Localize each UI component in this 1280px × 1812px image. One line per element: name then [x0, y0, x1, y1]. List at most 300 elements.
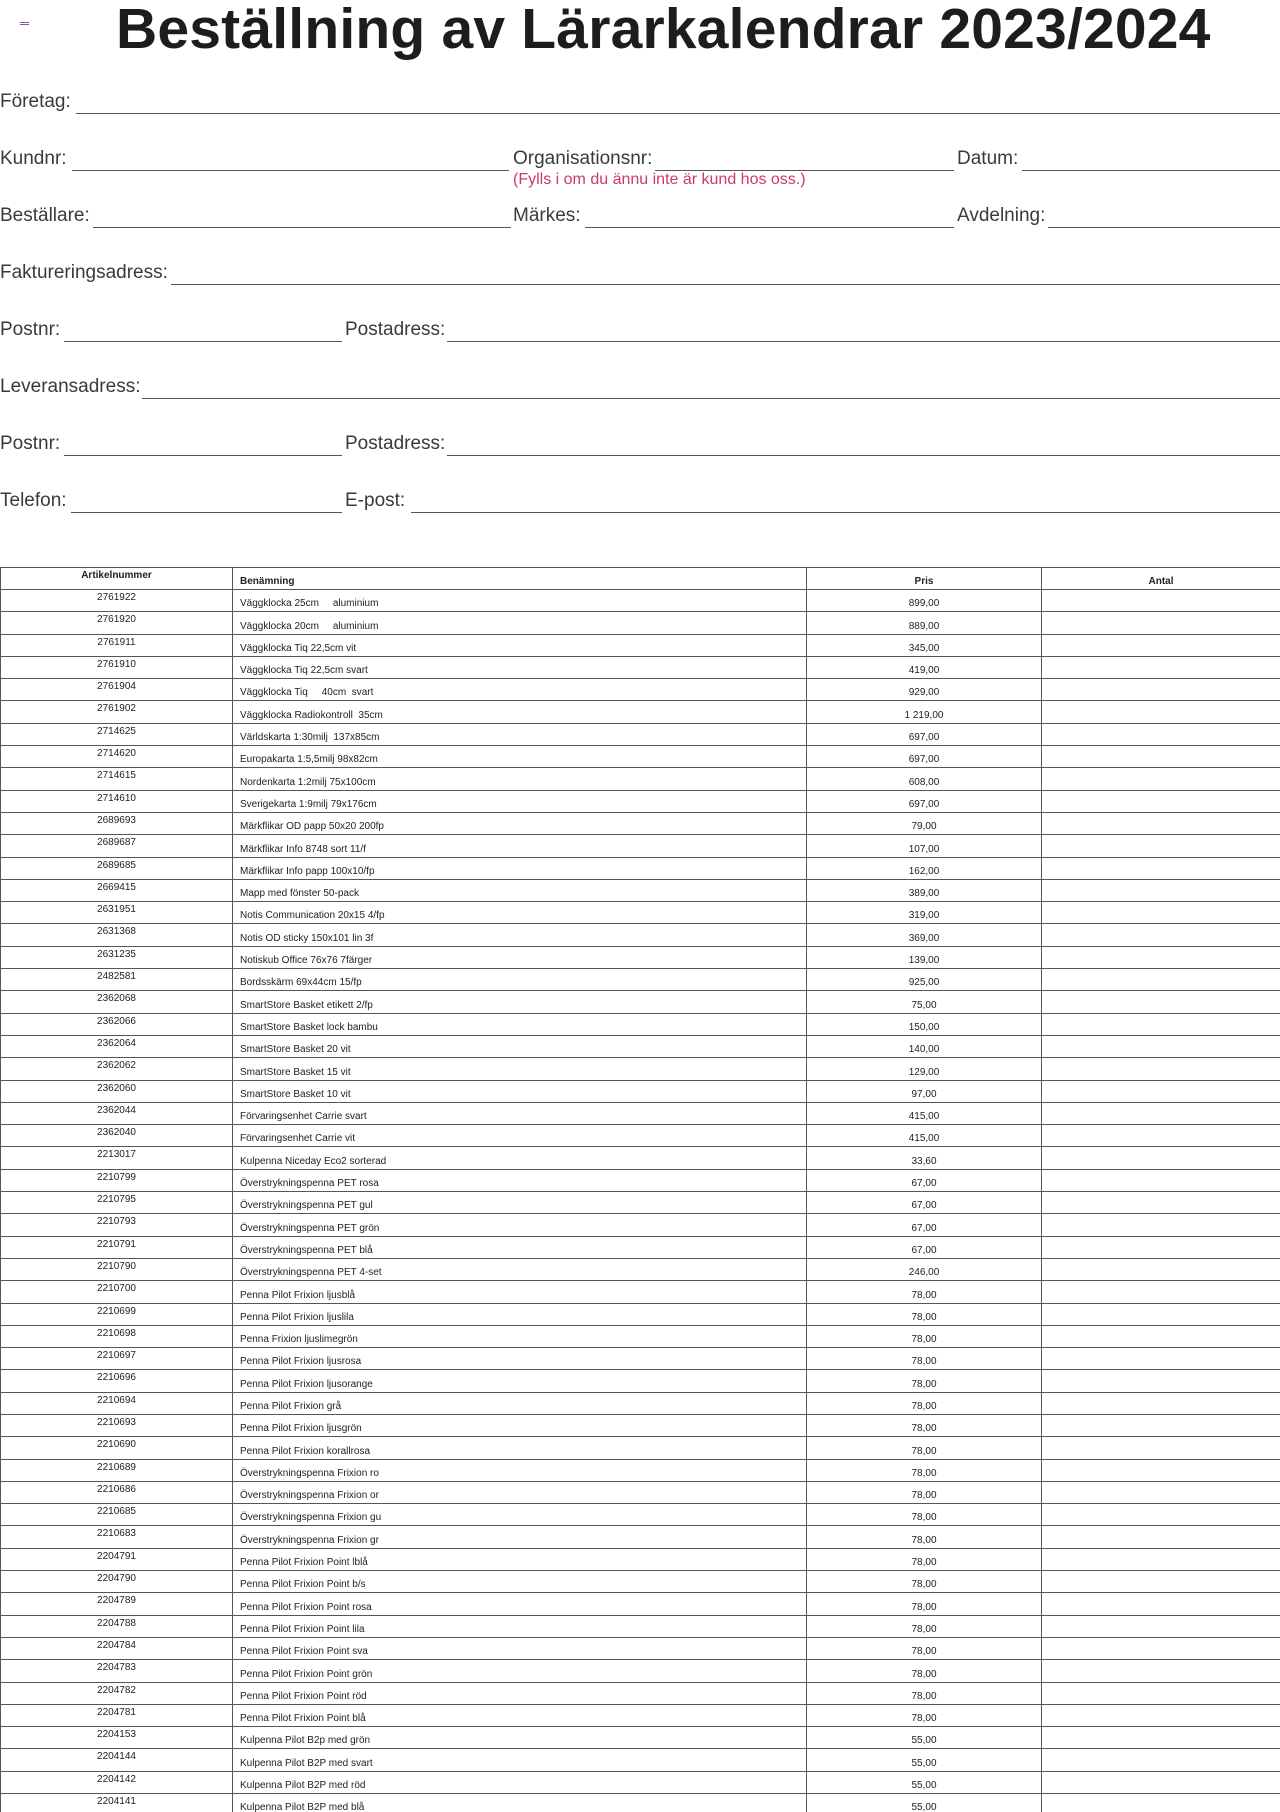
telefon-line: [71, 512, 342, 513]
table-header-row: [1, 568, 1280, 590]
price-cell: 697,00: [807, 723, 1042, 745]
name-cell: Penna Pilot Frixion Point lila: [233, 1615, 807, 1637]
name-cell: Penna Pilot Frixion Point röd: [233, 1682, 807, 1704]
price-cell: 33,60: [807, 1147, 1042, 1169]
quantity-input-cell[interactable]: [1042, 1169, 1280, 1191]
name-cell: Väggklocka Tiq 22,5cm svart: [233, 656, 807, 678]
name-cell: Kulpenna Pilot B2P med blå: [233, 1794, 807, 1812]
name-cell: Notis Communication 20x15 4/fp: [233, 902, 807, 924]
price-cell: 67,00: [807, 1214, 1042, 1236]
article-cell: 2761920: [1, 612, 233, 634]
quantity-input-cell[interactable]: [1042, 1348, 1280, 1370]
table-row: [1, 1258, 1280, 1280]
name-cell: Penna Pilot Frixion grå: [233, 1392, 807, 1414]
leveransadress-field[interactable]: [0, 370, 1280, 400]
name-cell: Väggklocka Tiq 40cm svart: [233, 679, 807, 701]
table-row: [1, 1392, 1280, 1414]
quantity-input-cell[interactable]: [1042, 746, 1280, 768]
name-cell: SmartStore Basket lock bambu: [233, 1013, 807, 1035]
name-cell: Penna Pilot Frixion ljuslila: [233, 1303, 807, 1325]
price-cell: 78,00: [807, 1437, 1042, 1459]
name-cell: Förvaringsenhet Carrie svart: [233, 1102, 807, 1124]
name-cell: Europakarta 1:5,5milj 98x82cm: [233, 746, 807, 768]
table-row: [1, 1348, 1280, 1370]
table-row: [1, 879, 1280, 901]
article-cell: 2210790: [1, 1258, 233, 1280]
article-cell: 2210700: [1, 1281, 233, 1303]
article-cell: 2761902: [1, 701, 233, 723]
postadress-line-1: [447, 341, 1280, 342]
article-cell: 2210799: [1, 1169, 233, 1191]
table-row: [1, 1058, 1280, 1080]
quantity-input-cell[interactable]: [1042, 723, 1280, 745]
table-row: [1, 1325, 1280, 1347]
table-row: [1, 991, 1280, 1013]
article-cell: 2204784: [1, 1637, 233, 1659]
quantity-input-cell[interactable]: [1042, 1615, 1280, 1637]
article-cell: 2689693: [1, 812, 233, 834]
article-cell: 2362040: [1, 1125, 233, 1147]
name-cell: Kulpenna Pilot B2p med grön: [233, 1727, 807, 1749]
name-cell: Väggklocka 25cm aluminium: [233, 590, 807, 612]
article-cell: 2210685: [1, 1504, 233, 1526]
name-cell: SmartStore Basket 20 vit: [233, 1035, 807, 1057]
price-cell: 55,00: [807, 1749, 1042, 1771]
price-cell: 78,00: [807, 1392, 1042, 1414]
quantity-input-cell[interactable]: [1042, 812, 1280, 834]
name-cell: Penna Pilot Frixion korallrosa: [233, 1437, 807, 1459]
name-cell: Överstrykningspenna Frixion ro: [233, 1459, 807, 1481]
name-cell: Överstrykningspenna PET rosa: [233, 1169, 807, 1191]
epost-field[interactable]: [345, 484, 1280, 514]
faktureringsadress-field[interactable]: [0, 256, 1280, 286]
foretag-line: [76, 113, 1280, 114]
name-cell: Överstrykningspenna Frixion gu: [233, 1504, 807, 1526]
quantity-input-cell[interactable]: [1042, 656, 1280, 678]
article-cell: 2362060: [1, 1080, 233, 1102]
table-row: [1, 1281, 1280, 1303]
organisationsnr-label: Organisationsnr:: [513, 148, 653, 169]
name-cell: Penna Pilot Frixion ljusrosa: [233, 1348, 807, 1370]
price-cell: 129,00: [807, 1058, 1042, 1080]
name-cell: Penna Frixion ljuslimegrön: [233, 1325, 807, 1347]
name-cell: Överstrykningspenna PET 4-set: [233, 1258, 807, 1280]
postadress-field-1[interactable]: [345, 313, 1280, 343]
article-cell: 2213017: [1, 1147, 233, 1169]
quantity-input-cell[interactable]: [1042, 1749, 1280, 1771]
table-body: [1, 590, 1280, 1812]
quantity-input-cell[interactable]: [1042, 1214, 1280, 1236]
avdelning-line: [1048, 227, 1280, 228]
name-cell: Penna Pilot Frixion Point lblå: [233, 1548, 807, 1570]
faktureringsadress-label: Faktureringsadress:: [0, 262, 168, 283]
table-row: [1, 1169, 1280, 1191]
markes-line: [585, 227, 954, 228]
table-row: [1, 1414, 1280, 1436]
quantity-input-cell[interactable]: [1042, 969, 1280, 991]
quantity-input-cell[interactable]: [1042, 1571, 1280, 1593]
quantity-input-cell[interactable]: [1042, 1593, 1280, 1615]
table-row: [1, 790, 1280, 812]
table-row: [1, 1437, 1280, 1459]
name-cell: Väggklocka Radiokontroll 35cm: [233, 701, 807, 723]
price-cell: 78,00: [807, 1593, 1042, 1615]
price-cell: 139,00: [807, 946, 1042, 968]
table-row: [1, 946, 1280, 968]
article-cell: 2362044: [1, 1102, 233, 1124]
bestallare-line: [93, 227, 511, 228]
quantity-input-cell[interactable]: [1042, 679, 1280, 701]
quantity-input-cell[interactable]: [1042, 835, 1280, 857]
quantity-input-cell[interactable]: [1042, 1526, 1280, 1548]
price-cell: 78,00: [807, 1504, 1042, 1526]
price-cell: 78,00: [807, 1615, 1042, 1637]
price-cell: 78,00: [807, 1526, 1042, 1548]
article-cell: 2631951: [1, 902, 233, 924]
article-cell: 2210683: [1, 1526, 233, 1548]
form-row-postnr-2: [0, 427, 1280, 457]
name-cell: Penna Pilot Frixion Point b/s: [233, 1571, 807, 1593]
article-cell: 2210696: [1, 1370, 233, 1392]
price-cell: 78,00: [807, 1325, 1042, 1347]
table-row: [1, 1504, 1280, 1526]
page-title: Beställning av Lärarkalendrar 2023/2024: [116, 0, 1211, 61]
quantity-input-cell[interactable]: [1042, 1370, 1280, 1392]
leveransadress-line: [142, 398, 1280, 399]
column-header-article: Artikelnummer: [1, 568, 233, 590]
name-cell: SmartStore Basket 10 vit: [233, 1080, 807, 1102]
quantity-input-cell[interactable]: [1042, 1303, 1280, 1325]
price-cell: 78,00: [807, 1414, 1042, 1436]
price-cell: 78,00: [807, 1637, 1042, 1659]
table-row: [1, 1727, 1280, 1749]
quantity-input-cell[interactable]: [1042, 634, 1280, 656]
quantity-input-cell[interactable]: [1042, 701, 1280, 723]
quantity-input-cell[interactable]: [1042, 1548, 1280, 1570]
article-cell: 2210795: [1, 1192, 233, 1214]
price-cell: 78,00: [807, 1481, 1042, 1503]
article-cell: 2714615: [1, 768, 233, 790]
table-row: [1, 1593, 1280, 1615]
price-cell: 415,00: [807, 1125, 1042, 1147]
quantity-input-cell[interactable]: [1042, 1281, 1280, 1303]
form-row-leveransadress: [0, 370, 1280, 400]
name-cell: Penna Pilot Frixion Point grön: [233, 1660, 807, 1682]
quantity-input-cell[interactable]: [1042, 1414, 1280, 1436]
article-cell: 2210699: [1, 1303, 233, 1325]
form-row-bestallare: [0, 199, 1280, 229]
article-cell: 2204153: [1, 1727, 233, 1749]
quantity-input-cell[interactable]: [1042, 1080, 1280, 1102]
kundnr-label: Kundnr:: [0, 148, 67, 169]
article-cell: 2761922: [1, 590, 233, 612]
price-cell: 889,00: [807, 612, 1042, 634]
postnr-label-2: Postnr:: [0, 433, 61, 454]
price-cell: 78,00: [807, 1370, 1042, 1392]
article-cell: 2204141: [1, 1794, 233, 1812]
price-cell: 150,00: [807, 1013, 1042, 1035]
foretag-field[interactable]: [0, 85, 1280, 115]
postnr-label-1: Postnr:: [0, 319, 61, 340]
quantity-input-cell[interactable]: [1042, 1704, 1280, 1726]
table-row: [1, 1794, 1280, 1812]
avdelning-label: Avdelning:: [957, 205, 1046, 226]
article-cell: 2689685: [1, 857, 233, 879]
article-cell: 2210693: [1, 1414, 233, 1436]
quantity-input-cell[interactable]: [1042, 1325, 1280, 1347]
article-cell: 2210694: [1, 1392, 233, 1414]
article-cell: 2204781: [1, 1704, 233, 1726]
name-cell: Penna Pilot Frixion ljusblå: [233, 1281, 807, 1303]
table-row: [1, 1571, 1280, 1593]
quantity-input-cell[interactable]: [1042, 1794, 1280, 1812]
postnr-field-1[interactable]: [0, 313, 342, 343]
quantity-input-cell[interactable]: [1042, 1102, 1280, 1124]
quantity-input-cell[interactable]: [1042, 1437, 1280, 1459]
column-header-name: Benämning: [233, 568, 807, 590]
table-row: [1, 1481, 1280, 1503]
quantity-input-cell[interactable]: [1042, 768, 1280, 790]
table-row: [1, 857, 1280, 879]
table-row: [1, 701, 1280, 723]
price-cell: 929,00: [807, 679, 1042, 701]
name-cell: SmartStore Basket etikett 2/fp: [233, 991, 807, 1013]
postadress-label-2: Postadress:: [345, 433, 446, 454]
article-cell: 2210793: [1, 1214, 233, 1236]
customer-note: (Fylls i om du ännu inte är kund hos oss.): [513, 171, 806, 188]
name-cell: Märkflikar Info 8748 sort 11/f: [233, 835, 807, 857]
quantity-input-cell[interactable]: [1042, 857, 1280, 879]
quantity-input-cell[interactable]: [1042, 1504, 1280, 1526]
price-cell: 1 219,00: [807, 701, 1042, 723]
table-row: [1, 902, 1280, 924]
markes-field[interactable]: [513, 199, 954, 229]
quantity-input-cell[interactable]: [1042, 1147, 1280, 1169]
table-row: [1, 1214, 1280, 1236]
postnr-field-2[interactable]: [0, 427, 342, 457]
name-cell: Överstrykningspenna PET blå: [233, 1236, 807, 1258]
quantity-input-cell[interactable]: [1042, 1771, 1280, 1793]
table-row: [1, 1615, 1280, 1637]
postadress-line-2: [447, 455, 1280, 456]
table-row: [1, 768, 1280, 790]
datum-line: [1022, 170, 1280, 171]
table-row: [1, 1749, 1280, 1771]
name-cell: Världskarta 1:30milj 137x85cm: [233, 723, 807, 745]
quantity-input-cell[interactable]: [1042, 1481, 1280, 1503]
quantity-input-cell[interactable]: [1042, 924, 1280, 946]
article-cell: 2669415: [1, 879, 233, 901]
datum-label: Datum:: [957, 148, 1019, 169]
article-cell: 2204790: [1, 1571, 233, 1593]
quantity-input-cell[interactable]: [1042, 1459, 1280, 1481]
price-cell: 55,00: [807, 1727, 1042, 1749]
article-cell: 2204782: [1, 1682, 233, 1704]
article-cell: 2761910: [1, 656, 233, 678]
column-header-price: Pris: [807, 568, 1042, 590]
table-row: [1, 1147, 1280, 1169]
price-cell: 97,00: [807, 1080, 1042, 1102]
article-cell: 2210686: [1, 1481, 233, 1503]
article-cell: 2362064: [1, 1035, 233, 1057]
price-cell: 78,00: [807, 1682, 1042, 1704]
article-cell: 2482581: [1, 969, 233, 991]
form-row-foretag: [0, 85, 1280, 115]
price-cell: 697,00: [807, 746, 1042, 768]
price-cell: 67,00: [807, 1169, 1042, 1191]
quantity-input-cell[interactable]: [1042, 1660, 1280, 1682]
quantity-input-cell[interactable]: [1042, 1058, 1280, 1080]
price-cell: 67,00: [807, 1236, 1042, 1258]
price-cell: 162,00: [807, 857, 1042, 879]
article-cell: 2204783: [1, 1660, 233, 1682]
table-row: [1, 1704, 1280, 1726]
avdelning-field[interactable]: [957, 199, 1280, 229]
name-cell: Penna Pilot Frixion Point sva: [233, 1637, 807, 1659]
name-cell: Överstrykningspenna PET grön: [233, 1214, 807, 1236]
quantity-input-cell[interactable]: [1042, 590, 1280, 612]
name-cell: Kulpenna Pilot B2P med röd: [233, 1771, 807, 1793]
quantity-input-cell[interactable]: [1042, 790, 1280, 812]
name-cell: Väggklocka Tiq 22,5cm vit: [233, 634, 807, 656]
name-cell: Märkflikar OD papp 50x20 200fp: [233, 812, 807, 834]
name-cell: Sverigekarta 1:9milj 79x176cm: [233, 790, 807, 812]
article-cell: 2204789: [1, 1593, 233, 1615]
table-row: [1, 1548, 1280, 1570]
postnr-line-1: [64, 341, 342, 342]
faktureringsadress-line: [171, 284, 1280, 285]
article-cell: 2714625: [1, 723, 233, 745]
article-cell: 2761911: [1, 634, 233, 656]
quantity-input-cell[interactable]: [1042, 879, 1280, 901]
table-row: [1, 679, 1280, 701]
price-cell: 369,00: [807, 924, 1042, 946]
price-cell: 67,00: [807, 1192, 1042, 1214]
form-row-telefon: [0, 484, 1280, 514]
quantity-input-cell[interactable]: [1042, 1682, 1280, 1704]
article-cell: 2210791: [1, 1236, 233, 1258]
form-row-postnr-1: [0, 313, 1280, 343]
bestallare-field[interactable]: [0, 199, 511, 229]
form-row-faktureringsadress: [0, 256, 1280, 286]
bestallare-label: Beställare:: [0, 205, 90, 226]
name-cell: Överstrykningspenna Frixion or: [233, 1481, 807, 1503]
article-cell: 2204791: [1, 1548, 233, 1570]
postnr-line-2: [64, 455, 342, 456]
table-row: [1, 1370, 1280, 1392]
price-cell: 78,00: [807, 1704, 1042, 1726]
table-row: [1, 634, 1280, 656]
quantity-input-cell[interactable]: [1042, 1727, 1280, 1749]
table-row: [1, 1125, 1280, 1147]
table-row: [1, 1660, 1280, 1682]
name-cell: Överstrykningspenna Frixion gr: [233, 1526, 807, 1548]
price-cell: 419,00: [807, 656, 1042, 678]
name-cell: Kulpenna Pilot B2P med svart: [233, 1749, 807, 1771]
price-cell: 415,00: [807, 1102, 1042, 1124]
name-cell: Bordsskärm 69x44cm 15/fp: [233, 969, 807, 991]
organisationsnr-field[interactable]: [513, 142, 954, 172]
table-row: [1, 835, 1280, 857]
table-row: [1, 612, 1280, 634]
price-cell: 79,00: [807, 812, 1042, 834]
name-cell: Märkflikar Info papp 100x10/fp: [233, 857, 807, 879]
table-row: [1, 656, 1280, 678]
name-cell: SmartStore Basket 15 vit: [233, 1058, 807, 1080]
name-cell: Penna Pilot Frixion ljusorange: [233, 1370, 807, 1392]
quantity-input-cell[interactable]: [1042, 946, 1280, 968]
table-row: [1, 1080, 1280, 1102]
name-cell: Kulpenna Niceday Eco2 sorterad: [233, 1147, 807, 1169]
quantity-input-cell[interactable]: [1042, 1637, 1280, 1659]
article-cell: 2210689: [1, 1459, 233, 1481]
article-cell: 2761904: [1, 679, 233, 701]
table-row: [1, 590, 1280, 612]
price-cell: 140,00: [807, 1035, 1042, 1057]
name-cell: Nordenkarta 1:2milj 75x100cm: [233, 768, 807, 790]
quantity-input-cell[interactable]: [1042, 1258, 1280, 1280]
postadress-field-2[interactable]: [345, 427, 1280, 457]
form-row-kundnr: [0, 142, 1280, 172]
article-cell: 2714620: [1, 746, 233, 768]
quantity-input-cell[interactable]: [1042, 1035, 1280, 1057]
leveransadress-label: Leveransadress:: [0, 376, 141, 397]
quantity-input-cell[interactable]: [1042, 902, 1280, 924]
article-cell: 2362062: [1, 1058, 233, 1080]
order-table: [0, 567, 1280, 1812]
quantity-input-cell[interactable]: [1042, 991, 1280, 1013]
table-row: [1, 1236, 1280, 1258]
quantity-input-cell[interactable]: [1042, 612, 1280, 634]
article-cell: 2204142: [1, 1771, 233, 1793]
article-cell: 2631368: [1, 924, 233, 946]
table-row: [1, 1526, 1280, 1548]
name-cell: Notis OD sticky 150x101 lin 3f: [233, 924, 807, 946]
name-cell: Penna Pilot Frixion ljusgrön: [233, 1414, 807, 1436]
price-cell: 697,00: [807, 790, 1042, 812]
price-cell: 899,00: [807, 590, 1042, 612]
table-row: [1, 746, 1280, 768]
quantity-input-cell[interactable]: [1042, 1013, 1280, 1035]
price-cell: 246,00: [807, 1258, 1042, 1280]
article-cell: 2210698: [1, 1325, 233, 1347]
name-cell: Penna Pilot Frixion Point blå: [233, 1704, 807, 1726]
quantity-input-cell[interactable]: [1042, 1192, 1280, 1214]
foretag-label: Företag:: [0, 91, 71, 112]
price-cell: 78,00: [807, 1548, 1042, 1570]
epost-line: [411, 512, 1280, 513]
datum-field[interactable]: [957, 142, 1280, 172]
article-cell: 2689687: [1, 835, 233, 857]
markes-label: Märkes:: [513, 205, 581, 226]
quantity-input-cell[interactable]: [1042, 1392, 1280, 1414]
table-row: [1, 1102, 1280, 1124]
quantity-input-cell[interactable]: [1042, 1125, 1280, 1147]
price-cell: 78,00: [807, 1348, 1042, 1370]
table-row: [1, 1682, 1280, 1704]
price-cell: 345,00: [807, 634, 1042, 656]
epost-label: E-post:: [345, 490, 406, 511]
kundnr-field[interactable]: [0, 142, 509, 172]
price-cell: 319,00: [807, 902, 1042, 924]
table-row: [1, 723, 1280, 745]
price-cell: 55,00: [807, 1771, 1042, 1793]
table-row: [1, 1637, 1280, 1659]
quantity-input-cell[interactable]: [1042, 1236, 1280, 1258]
name-cell: Penna Pilot Frixion Point rosa: [233, 1593, 807, 1615]
telefon-field[interactable]: [0, 484, 342, 514]
table-row: [1, 924, 1280, 946]
